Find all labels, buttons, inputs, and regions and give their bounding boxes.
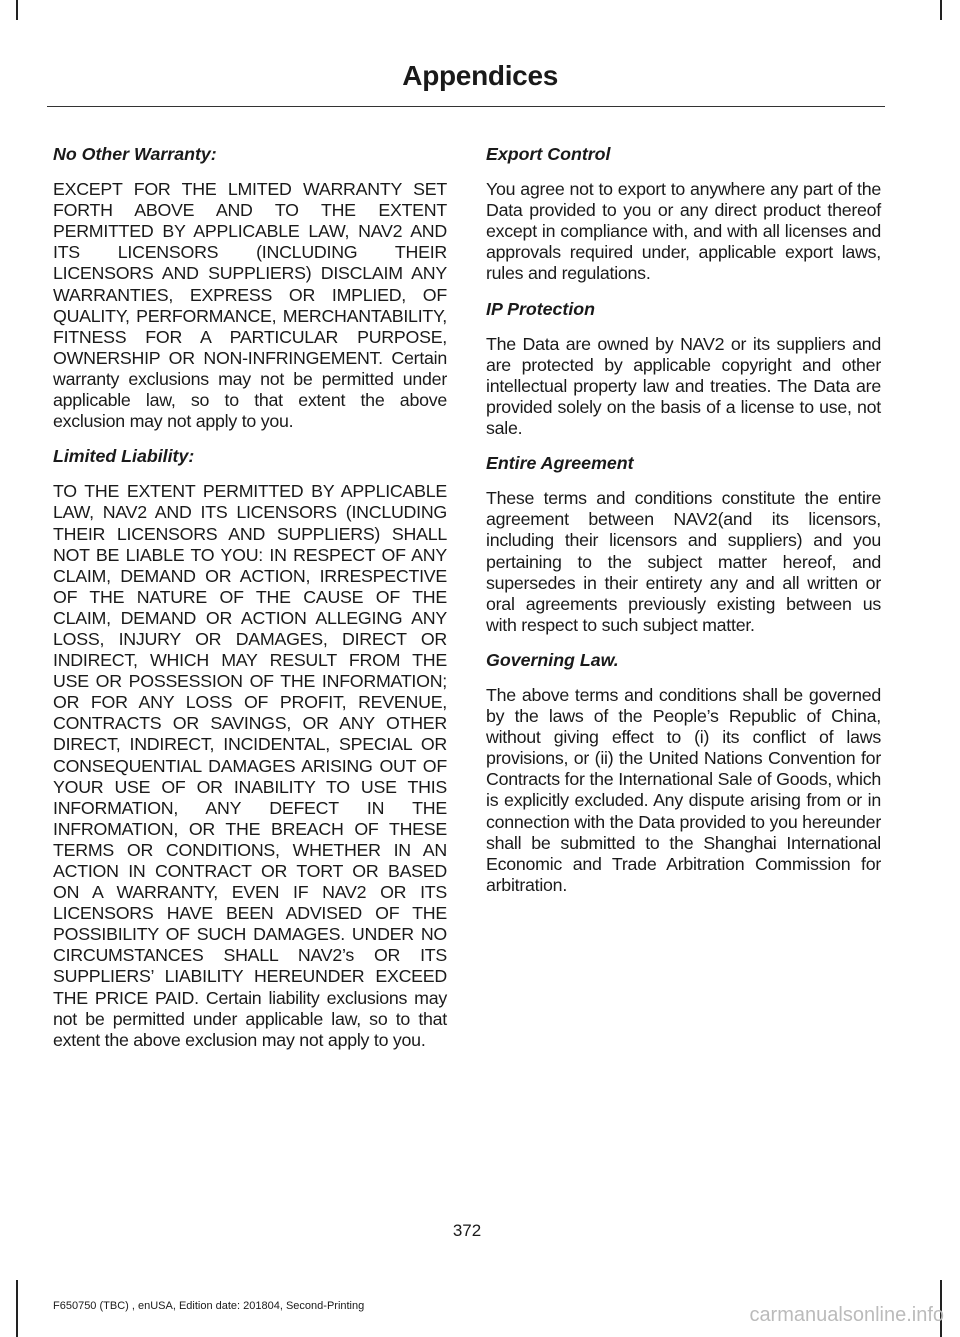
section-ip-protection bbox=[486, 299, 881, 440]
page-number: 372 bbox=[452, 1221, 482, 1240]
section-export-control bbox=[486, 144, 881, 285]
section-text: EXCEPT FOR THE LMITED WARRANTY SET FORTH ABOVE AND TO THE EXTENT PERMITTED BY APPLICABLE LAW, NAV2 AND ITS LICENSORS (INCLUDING THEIR LICENSORS AND SUPPLIERS) DISCLAIM ANY WARRANTIES, EXPRESS OR IMPLIED, OF QUALITY, PERFORMANCE, MERCHANTABILITY, FITNESS FOR A PARTICULAR PURPOSE, OWNERSHIP OR NON-INFRINGEMENT. Certain warranty exclusions may not be permitted under applicable law, so to that extent the above exclusion may not apply to you. bbox=[53, 179, 447, 432]
left-column bbox=[53, 144, 447, 1065]
section-text: The Data are owned by NAV2 or its suppliers and are protected by applicable copyright and other intellectual property law and treaties. The Data are provided solely on the basis of a license to use, not sale. bbox=[486, 333, 881, 439]
header-rule bbox=[47, 106, 885, 107]
section-no-other-warranty bbox=[53, 144, 447, 432]
watermark: carmanualsonline.info bbox=[749, 1304, 944, 1326]
section-heading: Limited Liability: bbox=[53, 446, 195, 467]
section-text: You agree not to export to anywhere any part of the Data provided to you or any direct product thereof except in compliance with, and with all licenses and approvals required under, applicable export laws, rules and regulations. bbox=[486, 179, 881, 284]
section-heading: Governing Law. bbox=[486, 649, 619, 670]
section-text: These terms and conditions constitute the entire agreement between NAV2(and its licensors, including their licensors and suppliers) and you pertaining to the subject matter hereof, and supersedes in their entirety any and all written or oral agreements previously existing between us with respect to such subject matter. bbox=[486, 488, 881, 635]
section-heading: IP Protection bbox=[486, 298, 596, 319]
edition-footer: F650750 (TBC) , enUSA, Edition date: 201804, Second-Printing bbox=[53, 1300, 365, 1312]
section-heading: Export Control bbox=[486, 144, 611, 164]
section-heading: Entire Agreement bbox=[486, 453, 634, 474]
section-text: TO THE EXTENT PERMITTED BY APPLICABLE LAW, NAV2 AND ITS LICENSORS (INCLUDING THEIR LICENSORS AND SUPPLIERS) SHALL NOT BE LIABLE TO YOU: IN RESPECT OF ANY CLAIM, DEMAND OR ACTION, IRRESPECTIVE OF THE NATURE OF THE CAUSE OF THE CLAIM, DEMAND OR ACTION ALLEGING ANY LOSS, INJURY OR DAMAGES, DIRECT OR INDIRECT, WHICH MAY RESULT FROM THE USE OR POSSESSION OF THE INFORMATION; OR FOR ANY LOSS OF PROFIT, REVENUE, CONTRACTS OR SAVINGS, OR ANY OTHER DIRECT, INDIRECT, INCIDENTAL, SPECIAL OR CONSEQUENTIAL DAMAGES ARISING OUT OF YOUR USE OF OR INABILITY TO USE THIS INFORMATION, ANY DEFECT IN THE INFROMATION, OR THE BREACH OF THESE TERMS OR CONDITIONS, WHETHER IN AN ACTION IN CONTRACT OR TORT OR BASED ON A WARRANTY, EVEN IF NAV2 OR ITS LICENSORS HAVE BEEN ADVISED OF THE POSSIBILITY OF SUCH DAMAGES. UNDER NO CIRCUMSTANCES SHALL NAV2’s OR ITS SUPPLIERS’ LIABILITY HEREUNDER EXCEED THE PRICE PAID. Certain liability exclusions may not be permitted under applicable law, so to that extent the above exclusion may not apply to you. bbox=[53, 481, 447, 1050]
section-text: The above terms and conditions shall be governed by the laws of the People’s Republic of China, without giving effect to (i) its conflict of laws provisions, or (ii) the United Nations Convention for Contracts for the International Sale of Goods, which is explicitly excluded. Any dispute arising from or in connection with the Data provided to you hereunder shall be submitted to the Shanghai International Economic and Trade Arbitration Commission for arbitration. bbox=[486, 684, 881, 895]
page-title: Appendices bbox=[402, 60, 558, 91]
right-column bbox=[486, 144, 881, 910]
crop-mark-bottom-left bbox=[16, 1280, 18, 1337]
section-heading: No Other Warranty: bbox=[53, 144, 217, 164]
section-entire-agreement bbox=[486, 453, 881, 636]
section-governing-law bbox=[486, 650, 881, 896]
section-limited-liability bbox=[53, 446, 447, 1051]
crop-mark-top-left bbox=[16, 0, 18, 20]
crop-mark-top-right bbox=[940, 0, 942, 20]
